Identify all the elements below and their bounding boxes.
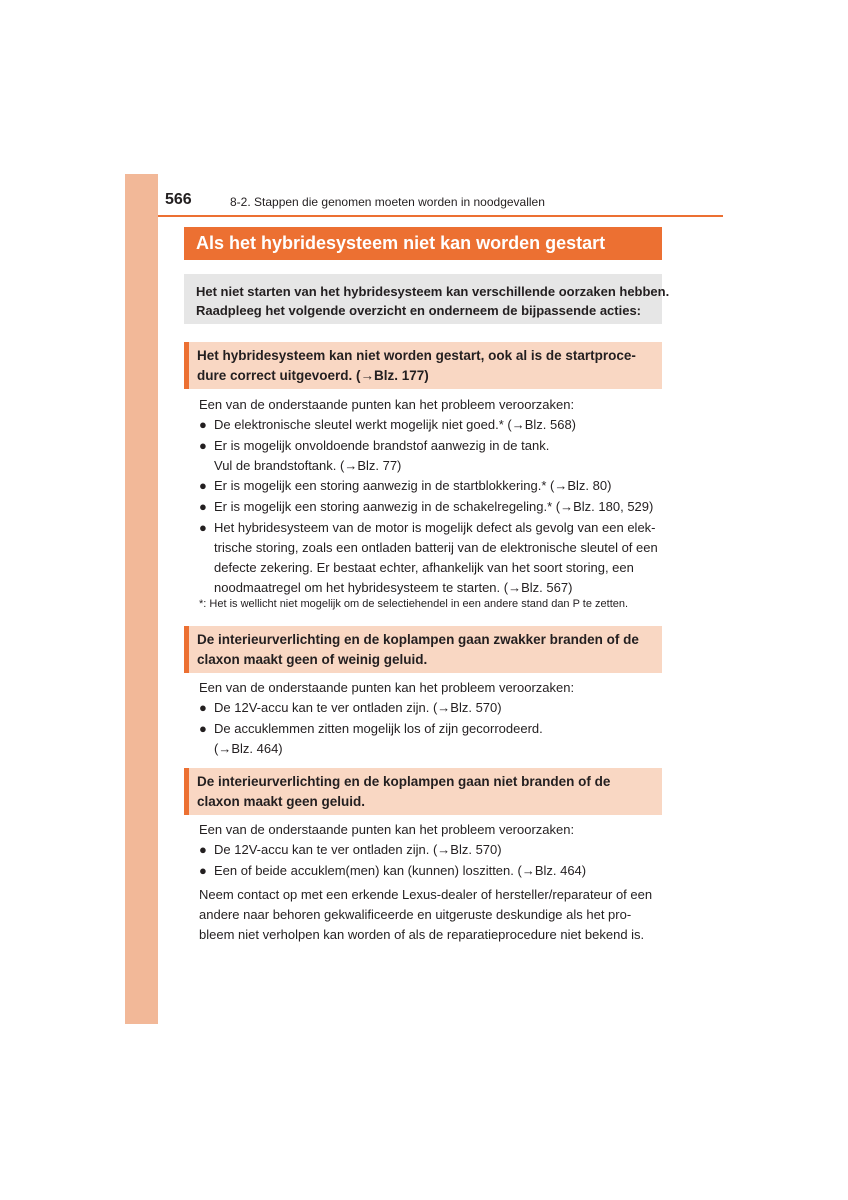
list-item-text: Vul de brandstoftank. (→Blz. 77) xyxy=(214,458,402,473)
list-item-text: defecte zekering. Er bestaat echter, afhankelijk van het soort storing, een xyxy=(214,560,634,575)
intro-line: Raadpleeg het volgende overzicht en onderneem de bijpassende acties: xyxy=(196,303,642,318)
bullet-icon: ● xyxy=(199,721,207,736)
bullet-icon: ● xyxy=(199,863,207,878)
list-item-text: De elektronische sleutel werkt mogelijk niet goed.* (→Blz. 568) xyxy=(214,417,577,432)
lead-text: Een van de onderstaande punten kan het probleem veroorzaken: xyxy=(199,822,575,837)
subheading-line: claxon maakt geen geluid. xyxy=(197,794,366,809)
list-item-text: Een of beide accuklem(men) kan (kunnen) loszitten. (→Blz. 464) xyxy=(214,863,587,878)
bullet-icon: ● xyxy=(199,438,207,453)
page-header xyxy=(165,191,725,215)
lead-text: Een van de onderstaande punten kan het probleem veroorzaken: xyxy=(199,680,575,695)
subheading-line: claxon maakt geen of weinig geluid. xyxy=(197,652,428,667)
page-number: 566 xyxy=(165,191,192,208)
list-item-text: De 12V-accu kan te ver ontladen zijn. (→Blz. 570) xyxy=(214,700,502,715)
closing-line: Neem contact op met een erkende Lexus-dealer of hersteller/reparateur of een xyxy=(199,887,653,902)
bullet-icon: ● xyxy=(199,520,207,535)
closing-line: bleem niet verholpen kan worden of als de reparatieprocedure niet bekend is. xyxy=(199,927,645,942)
list-item-text: De accuklemmen zitten mogelijk los of zijn gecorrodeerd. xyxy=(214,721,543,736)
intro-line: Het niet starten van het hybridesysteem kan verschillende oorzaken hebben. xyxy=(196,284,670,299)
footnote: *: Het is wellicht niet mogelijk om de selectiehendel in een andere stand dan P te zetten. xyxy=(199,598,629,610)
closing-paragraph xyxy=(199,885,659,945)
subheading-line: De interieurverlichting en de koplampen gaan zwakker branden of de xyxy=(197,632,639,647)
intro-box xyxy=(184,274,670,324)
subheading-no-lights xyxy=(184,768,662,815)
list-item-text: Er is mogelijk een storing aanwezig in de startblokkering.* (→Blz. 80) xyxy=(214,478,612,493)
bullet-icon: ● xyxy=(199,499,207,514)
chapter-title: 8-2. Stappen die genomen moeten worden in noodgevallen xyxy=(230,195,545,209)
header-rule xyxy=(158,215,723,217)
section-title: Als het hybridesysteem niet kan worden gestart xyxy=(184,227,662,260)
subheading-line: Het hybridesysteem kan niet worden gestart, ook al is de startproce- xyxy=(197,348,636,363)
subheading-line: dure correct uitgevoerd. (→Blz. 177) xyxy=(197,368,429,383)
closing-line: andere naar behoren gekwalificeerde en uitgeruste deskundige als het pro- xyxy=(199,907,632,922)
list-item-text: (→Blz. 464) xyxy=(214,741,283,756)
list-item-text: Het hybridesysteem van de motor is mogelijk defect als gevolg van een elek- xyxy=(214,520,656,535)
bullet-icon: ● xyxy=(199,478,207,493)
subheading-start-failure xyxy=(184,342,662,389)
list-item-text: Er is mogelijk onvoldoende brandstof aanwezig in de tank. xyxy=(214,438,550,453)
list-item-text: Er is mogelijk een storing aanwezig in de schakelregeling.* (→Blz. 180, 529) xyxy=(214,499,654,514)
subheading-dim-lights xyxy=(184,626,662,673)
bullet-icon: ● xyxy=(199,842,207,857)
subheading-line: De interieurverlichting en de koplampen gaan niet branden of de xyxy=(197,774,611,789)
bullet-icon: ● xyxy=(199,700,207,715)
list-item-text: noodmaatregel om het hybridesysteem te starten. (→Blz. 567) xyxy=(214,580,573,595)
side-tab-band xyxy=(125,174,158,1024)
bullet-icon: ● xyxy=(199,417,207,432)
lead-text: Een van de onderstaande punten kan het probleem veroorzaken: xyxy=(199,397,575,412)
list-item-text: trische storing, zoals een ontladen batterij van de elektronische sleutel of een xyxy=(214,540,658,555)
list-item-text: De 12V-accu kan te ver ontladen zijn. (→Blz. 570) xyxy=(214,842,502,857)
